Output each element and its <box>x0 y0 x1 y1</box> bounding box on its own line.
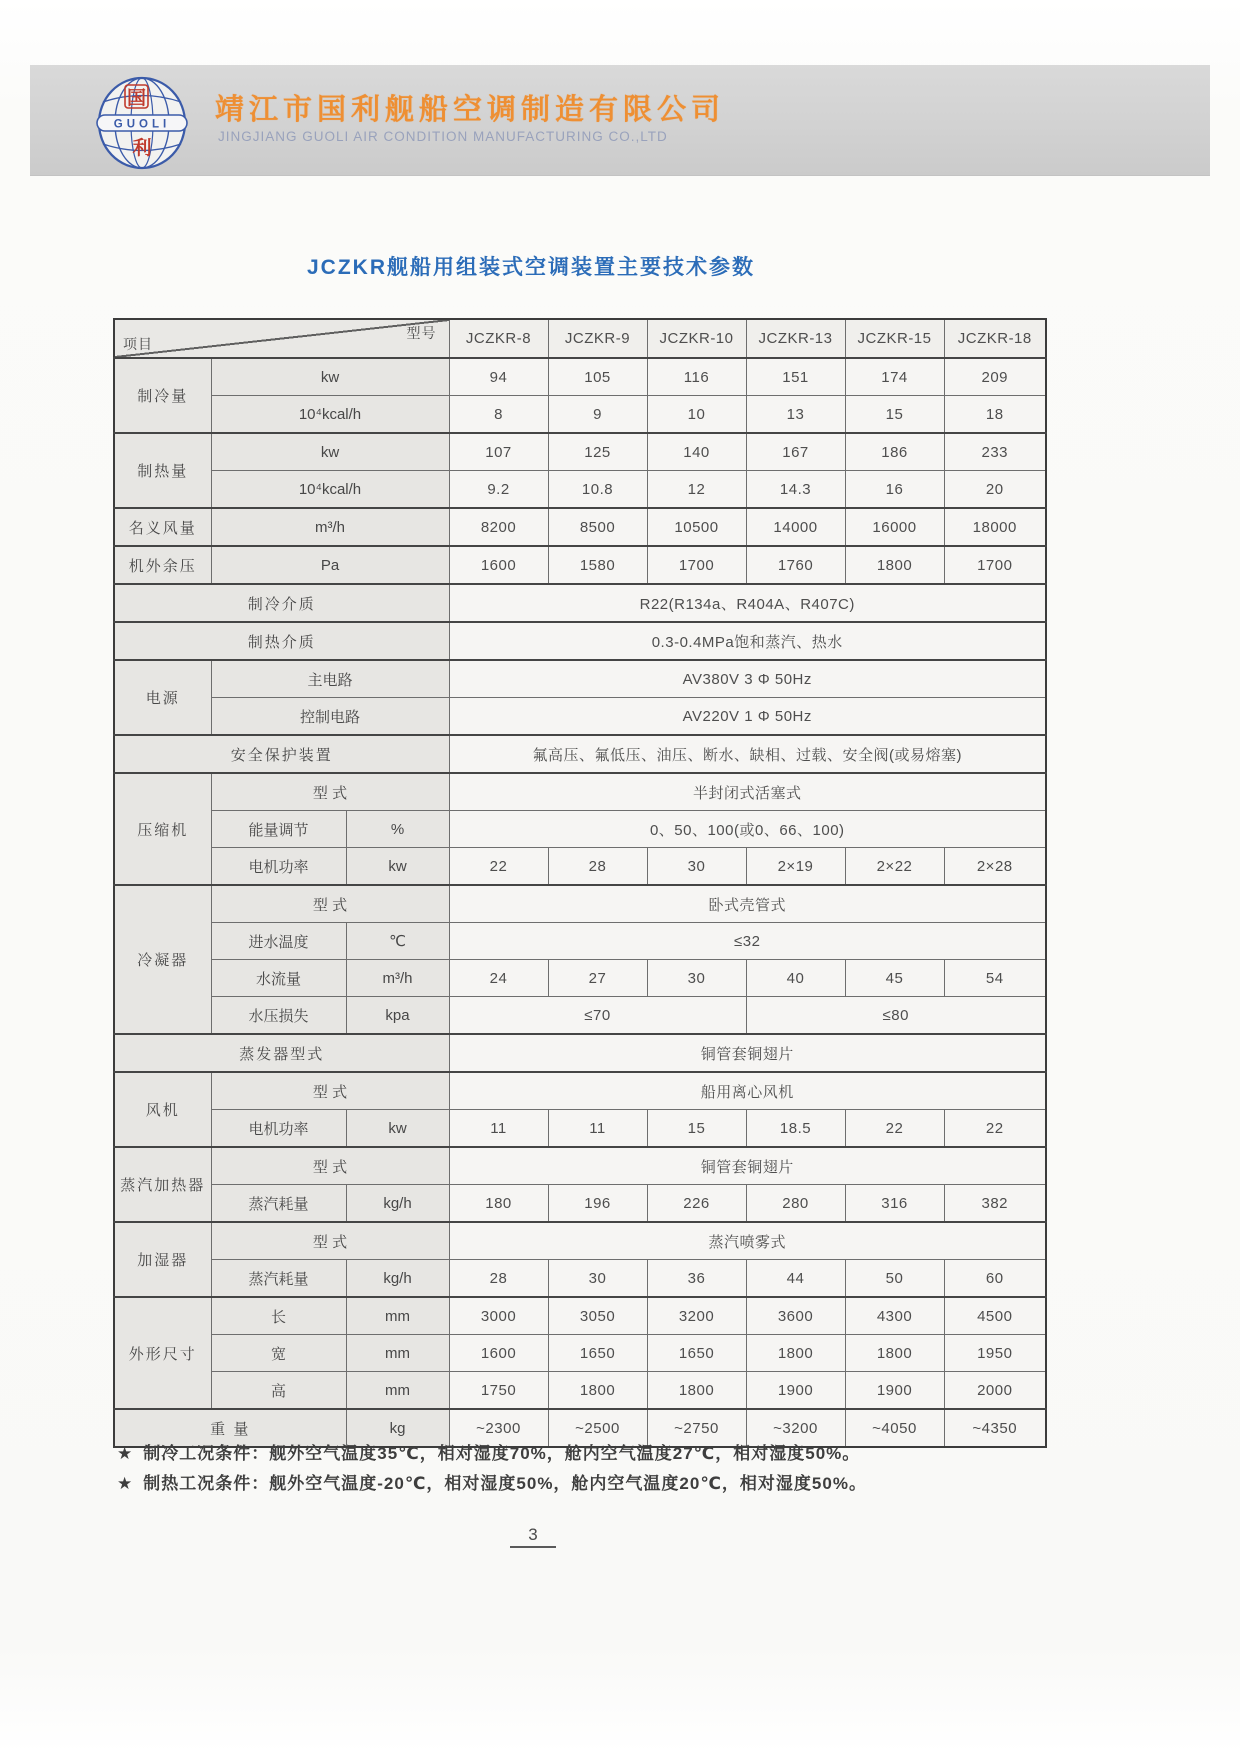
unit-cell: 10⁴kcal/h <box>211 396 449 434</box>
row-group-cell: 机外余压 <box>114 546 211 584</box>
value-cell: 280 <box>746 1185 845 1223</box>
value-cell: 铜管套铜翅片 <box>449 1147 1046 1185</box>
header-band <box>30 65 1210 176</box>
value-cell: 0.3-0.4MPa饱和蒸汽、热水 <box>449 622 1046 660</box>
model-column-header: JCZKR-8 <box>449 319 548 358</box>
row-label-cell: 进水温度 <box>211 923 346 960</box>
table-row <box>114 698 1046 736</box>
value-cell: 226 <box>647 1185 746 1223</box>
value-cell: 2000 <box>944 1372 1046 1410</box>
corner-item-label: 项目 <box>123 336 153 352</box>
value-cell: 107 <box>449 433 548 471</box>
value-cell: 20 <box>944 471 1046 509</box>
table-row <box>114 1222 1046 1260</box>
value-cell: 28 <box>548 848 647 886</box>
table-row <box>114 1147 1046 1185</box>
spec-table-container <box>113 318 1047 1448</box>
row-group-cell: 外形尺寸 <box>114 1297 211 1409</box>
value-cell: AV380V 3 Φ 50Hz <box>449 660 1046 698</box>
unit-cell: kg/h <box>346 1260 449 1298</box>
row-label-cell: 型 式 <box>211 885 449 923</box>
table-row <box>114 1185 1046 1223</box>
value-cell: 1800 <box>746 1335 845 1372</box>
svg-text:利: 利 <box>132 138 152 159</box>
value-cell: 氟高压、氟低压、油压、断水、缺相、过载、安全阀(或易熔塞) <box>449 735 1046 773</box>
value-cell: 2×19 <box>746 848 845 886</box>
value-cell: 180 <box>449 1185 548 1223</box>
value-cell: 10 <box>647 396 746 434</box>
value-cell: 1800 <box>845 546 944 584</box>
value-cell: 1760 <box>746 546 845 584</box>
value-cell: 196 <box>548 1185 647 1223</box>
value-cell: 105 <box>548 358 647 396</box>
value-cell: 3050 <box>548 1297 647 1335</box>
row-group-cell: 压缩机 <box>114 773 211 885</box>
value-cell: 船用离心风机 <box>449 1072 1046 1110</box>
value-cell: 24 <box>449 960 548 997</box>
value-cell: ~4350 <box>944 1409 1046 1447</box>
page-number: 3 <box>510 1525 555 1548</box>
value-cell: 1650 <box>647 1335 746 1372</box>
row-group-cell: 制热量 <box>114 433 211 508</box>
unit-cell: m³/h <box>211 508 449 546</box>
note-text: 制热工况条件：舰外空气温度-20℃，相对湿度50%，舱内空气温度20℃，相对湿度50%。 <box>143 1474 867 1493</box>
table-row <box>114 396 1046 434</box>
page-title: JCZKR舰船用组装式空调装置主要技术参数 <box>306 256 755 279</box>
value-cell: 186 <box>845 433 944 471</box>
value-cell: 18 <box>944 396 1046 434</box>
table-row <box>114 1260 1046 1298</box>
unit-cell: mm <box>346 1372 449 1410</box>
model-column-header: JCZKR-13 <box>746 319 845 358</box>
table-row <box>114 546 1046 584</box>
unit-cell: m³/h <box>346 960 449 997</box>
row-label-cell: 主电路 <box>211 660 449 698</box>
value-cell: 60 <box>944 1260 1046 1298</box>
value-cell: 1800 <box>845 1335 944 1372</box>
row-label-cell: 型 式 <box>211 1222 449 1260</box>
table-row <box>114 848 1046 886</box>
value-cell: 10.8 <box>548 471 647 509</box>
row-label-cell: 控制电路 <box>211 698 449 736</box>
table-row <box>114 811 1046 848</box>
value-cell: 18.5 <box>746 1110 845 1148</box>
corner-model-label: 型号 <box>406 325 437 341</box>
value-cell: 4500 <box>944 1297 1046 1335</box>
row-group-cell: 蒸发器型式 <box>114 1034 449 1072</box>
value-cell: 1650 <box>548 1335 647 1372</box>
unit-cell: mm <box>346 1335 449 1372</box>
table-row <box>114 1297 1046 1335</box>
note-text: 制冷工况条件：舰外空气温度35℃，相对湿度70%，舱内空气温度27℃，相对湿度50%。 <box>143 1444 861 1463</box>
corner-cell <box>114 319 449 358</box>
value-cell: 8500 <box>548 508 647 546</box>
company-name-english: JINGJIANG GUOLI AIR CONDITION MANUFACTURING CO.,LTD <box>218 129 668 144</box>
value-cell: R22(R134a、R404A、R407C) <box>449 584 1046 622</box>
row-label-cell: 水流量 <box>211 960 346 997</box>
table-row <box>114 358 1046 396</box>
value-cell: 382 <box>944 1185 1046 1223</box>
svg-text:GUOLI: GUOLI <box>113 118 171 131</box>
spec-table-body <box>114 358 1046 1447</box>
value-cell: 1800 <box>548 1372 647 1410</box>
table-row <box>114 923 1046 960</box>
value-cell: AV220V 1 Φ 50Hz <box>449 698 1046 736</box>
table-row <box>114 735 1046 773</box>
table-row <box>114 471 1046 509</box>
value-cell: 54 <box>944 960 1046 997</box>
note-line <box>117 1469 1127 1499</box>
model-column-header: JCZKR-9 <box>548 319 647 358</box>
value-cell: 1700 <box>647 546 746 584</box>
unit-cell: kw <box>346 848 449 886</box>
table-row <box>114 1335 1046 1372</box>
value-cell: 3600 <box>746 1297 845 1335</box>
svg-text:国: 国 <box>126 88 147 109</box>
row-group-cell: 制热介质 <box>114 622 449 660</box>
row-group-cell: 蒸汽加热器 <box>114 1147 211 1222</box>
value-cell: 4300 <box>845 1297 944 1335</box>
value-cell: 1700 <box>944 546 1046 584</box>
unit-cell: kg/h <box>346 1185 449 1223</box>
unit-cell: mm <box>346 1297 449 1335</box>
value-cell: 30 <box>548 1260 647 1298</box>
value-cell: 15 <box>845 396 944 434</box>
row-group-cell: 制冷介质 <box>114 584 449 622</box>
value-cell: 11 <box>449 1110 548 1148</box>
value-cell: 94 <box>449 358 548 396</box>
row-label-cell: 水压损失 <box>211 997 346 1035</box>
row-label-cell: 电机功率 <box>211 848 346 886</box>
value-cell: 铜管套铜翅片 <box>449 1034 1046 1072</box>
value-cell: 卧式壳管式 <box>449 885 1046 923</box>
unit-cell: kw <box>346 1110 449 1148</box>
company-name: 靖江市国利舰船空调制造有限公司 <box>215 94 726 126</box>
table-row <box>114 584 1046 622</box>
row-label-cell: 型 式 <box>211 1147 449 1185</box>
value-cell: 16000 <box>845 508 944 546</box>
value-cell: ~2500 <box>548 1409 647 1447</box>
row-label-cell: 蒸汽耗量 <box>211 1185 346 1223</box>
row-label-cell: 宽 <box>211 1335 346 1372</box>
value-cell: 1600 <box>449 546 548 584</box>
row-label-cell: 能量调节 <box>211 811 346 848</box>
value-cell: 15 <box>647 1110 746 1148</box>
value-cell: 151 <box>746 358 845 396</box>
value-cell: 13 <box>746 396 845 434</box>
value-cell: 10500 <box>647 508 746 546</box>
globe-logo-icon <box>95 76 189 170</box>
value-cell: 209 <box>944 358 1046 396</box>
table-row <box>114 433 1046 471</box>
star-icon: ★ <box>117 1474 134 1493</box>
unit-cell: kw <box>211 358 449 396</box>
row-label-cell: 蒸汽耗量 <box>211 1260 346 1298</box>
value-cell: 1900 <box>746 1372 845 1410</box>
row-label-cell: 高 <box>211 1372 346 1410</box>
row-group-cell: 加湿器 <box>114 1222 211 1297</box>
value-cell: 18000 <box>944 508 1046 546</box>
value-cell: 167 <box>746 433 845 471</box>
value-cell: 8200 <box>449 508 548 546</box>
value-cell: 1750 <box>449 1372 548 1410</box>
note-line <box>117 1439 1127 1469</box>
value-cell: 0、50、100(或0、66、100) <box>449 811 1046 848</box>
value-cell: ~4050 <box>845 1409 944 1447</box>
row-label-cell: 长 <box>211 1297 346 1335</box>
value-cell: 22 <box>944 1110 1046 1148</box>
value-cell: 11 <box>548 1110 647 1148</box>
table-row <box>114 660 1046 698</box>
value-cell: 45 <box>845 960 944 997</box>
spec-table <box>113 318 1047 1448</box>
table-row <box>114 997 1046 1035</box>
table-row <box>114 1072 1046 1110</box>
model-column-header: JCZKR-10 <box>647 319 746 358</box>
value-cell: 125 <box>548 433 647 471</box>
row-group-cell: 风机 <box>114 1072 211 1147</box>
row-group-cell: 制冷量 <box>114 358 211 433</box>
table-row <box>114 960 1046 997</box>
table-row <box>114 622 1046 660</box>
value-cell: 16 <box>845 471 944 509</box>
value-cell: 36 <box>647 1260 746 1298</box>
value-cell: 27 <box>548 960 647 997</box>
value-cell: ~2300 <box>449 1409 548 1447</box>
value-cell: 2×22 <box>845 848 944 886</box>
value-cell: ≤32 <box>449 923 1046 960</box>
unit-cell: % <box>346 811 449 848</box>
value-cell: 3200 <box>647 1297 746 1335</box>
value-cell: 28 <box>449 1260 548 1298</box>
value-cell: ~2750 <box>647 1409 746 1447</box>
value-cell: 1580 <box>548 546 647 584</box>
value-cell: 233 <box>944 433 1046 471</box>
row-label-cell: 型 式 <box>211 1072 449 1110</box>
row-group-cell: 冷凝器 <box>114 885 211 1034</box>
unit-cell: ℃ <box>346 923 449 960</box>
value-cell: 蒸汽喷雾式 <box>449 1222 1046 1260</box>
value-cell: 1600 <box>449 1335 548 1372</box>
value-cell: 316 <box>845 1185 944 1223</box>
value-cell: 1800 <box>647 1372 746 1410</box>
value-cell: 140 <box>647 433 746 471</box>
row-group-cell: 电源 <box>114 660 211 735</box>
row-group-cell: 重 量 <box>114 1409 346 1447</box>
value-cell: 1950 <box>944 1335 1046 1372</box>
table-row <box>114 1034 1046 1072</box>
table-row <box>114 885 1046 923</box>
star-icon: ★ <box>117 1444 134 1463</box>
value-cell: 9 <box>548 396 647 434</box>
value-cell: ≤70 <box>449 997 746 1035</box>
value-cell: 30 <box>647 960 746 997</box>
value-cell: 116 <box>647 358 746 396</box>
value-cell: 50 <box>845 1260 944 1298</box>
value-cell: 22 <box>845 1110 944 1148</box>
table-row <box>114 1372 1046 1410</box>
value-cell: 3000 <box>449 1297 548 1335</box>
value-cell: 8 <box>449 396 548 434</box>
table-row <box>114 508 1046 546</box>
value-cell: ~3200 <box>746 1409 845 1447</box>
footnotes <box>117 1439 1127 1499</box>
value-cell: 半封闭式活塞式 <box>449 773 1046 811</box>
value-cell: 30 <box>647 848 746 886</box>
row-label-cell: 电机功率 <box>211 1110 346 1148</box>
table-header-row <box>114 319 1046 358</box>
value-cell: 9.2 <box>449 471 548 509</box>
row-group-cell: 名义风量 <box>114 508 211 546</box>
value-cell: 1900 <box>845 1372 944 1410</box>
unit-cell: kpa <box>346 997 449 1035</box>
unit-cell: kg <box>346 1409 449 1447</box>
unit-cell: kw <box>211 433 449 471</box>
model-column-header: JCZKR-15 <box>845 319 944 358</box>
value-cell: 14.3 <box>746 471 845 509</box>
row-group-cell: 安全保护装置 <box>114 735 449 773</box>
value-cell: ≤80 <box>746 997 1046 1035</box>
page-number-row <box>0 1525 1066 1548</box>
model-column-header: JCZKR-18 <box>944 319 1046 358</box>
value-cell: 44 <box>746 1260 845 1298</box>
value-cell: 174 <box>845 358 944 396</box>
table-row <box>114 773 1046 811</box>
row-label-cell: 型 式 <box>211 773 449 811</box>
unit-cell: 10⁴kcal/h <box>211 471 449 509</box>
unit-cell: Pa <box>211 546 449 584</box>
value-cell: 40 <box>746 960 845 997</box>
value-cell: 22 <box>449 848 548 886</box>
value-cell: 12 <box>647 471 746 509</box>
table-row <box>114 1110 1046 1148</box>
company-logo <box>95 76 189 170</box>
value-cell: 14000 <box>746 508 845 546</box>
value-cell: 2×28 <box>944 848 1046 886</box>
